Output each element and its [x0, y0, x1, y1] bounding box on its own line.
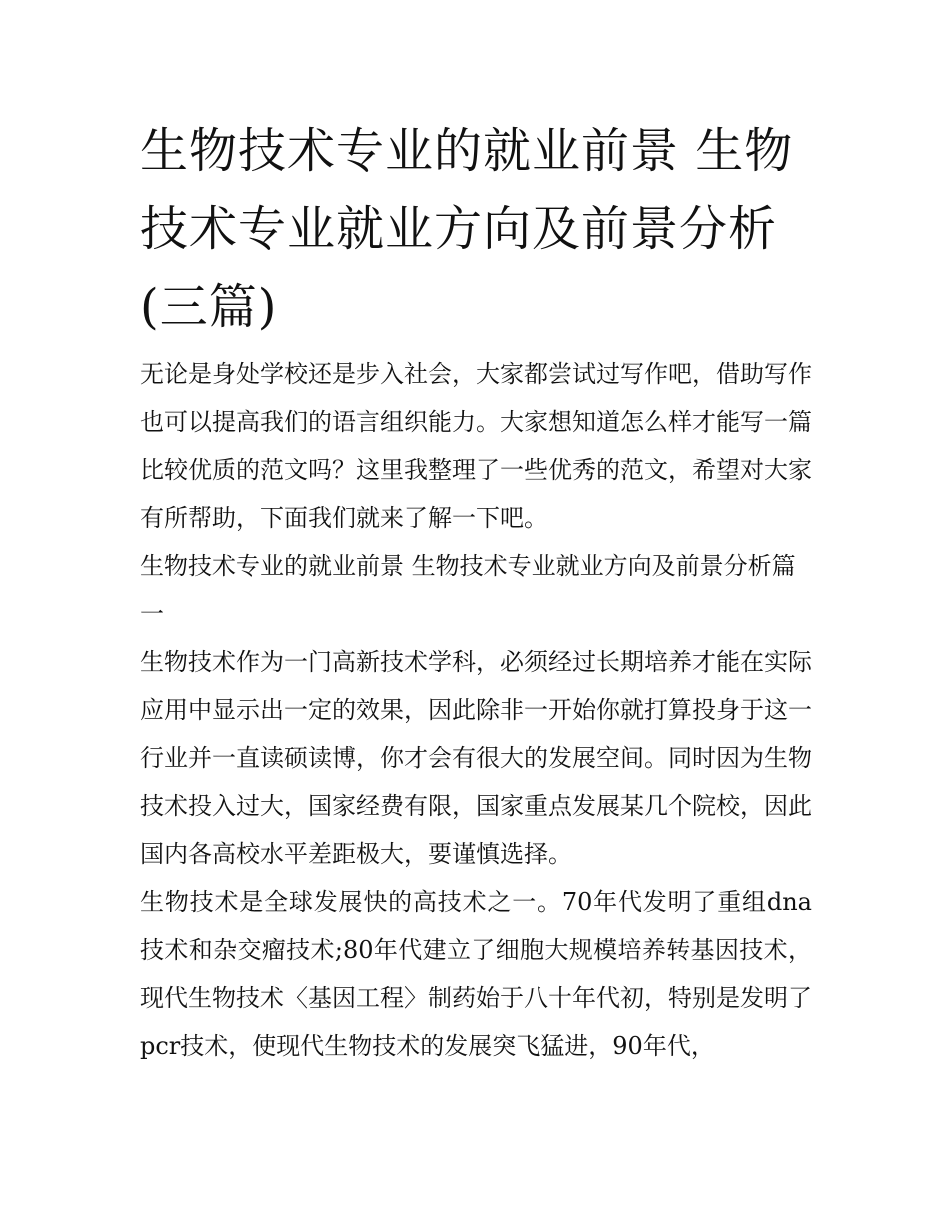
intro-paragraph: 无论是身处学校还是步入社会，大家都尝试过写作吧，借助写作也可以提高我们的语言组织能力。大家想知道怎么样才能写一篇比较优质的范文吗？这里我整理了一些优秀的范文，希望对大家有所帮助，下面我们就来了解一下吧。	[140, 360, 812, 532]
body-paragraph: 生物技术是全球发展快的高技术之一。70年代发明了重组dna技术和杂交瘤技术;80年代建立了细胞大规模培养转基因技术，现代生物技术〈基因工程〉制药始于八十年代初，特别是发明了pcr技术，使现代生物技术的发展突飞猛进，90年代，	[140, 888, 812, 1060]
document-page	[140, 112, 812, 1070]
section-heading: 生物技术专业的就业前景 生物技术专业就业方向及前景分析篇一	[140, 552, 796, 628]
document-title: 生物技术专业的就业前景 生物技术专业就业方向及前景分析(三篇)	[140, 123, 794, 335]
body-paragraph: 生物技术作为一门高新技术学科，必须经过长期培养才能在实际应用中显示出一定的效果，因此除非一开始你就打算投身于这一行业并一直读硕读博，你才会有很大的发展空间。同时因为生物技术投入过大，国家经费有限，国家重点发展某几个院校，因此国内各高校水平差距极大，要谨慎选择。	[140, 648, 812, 868]
